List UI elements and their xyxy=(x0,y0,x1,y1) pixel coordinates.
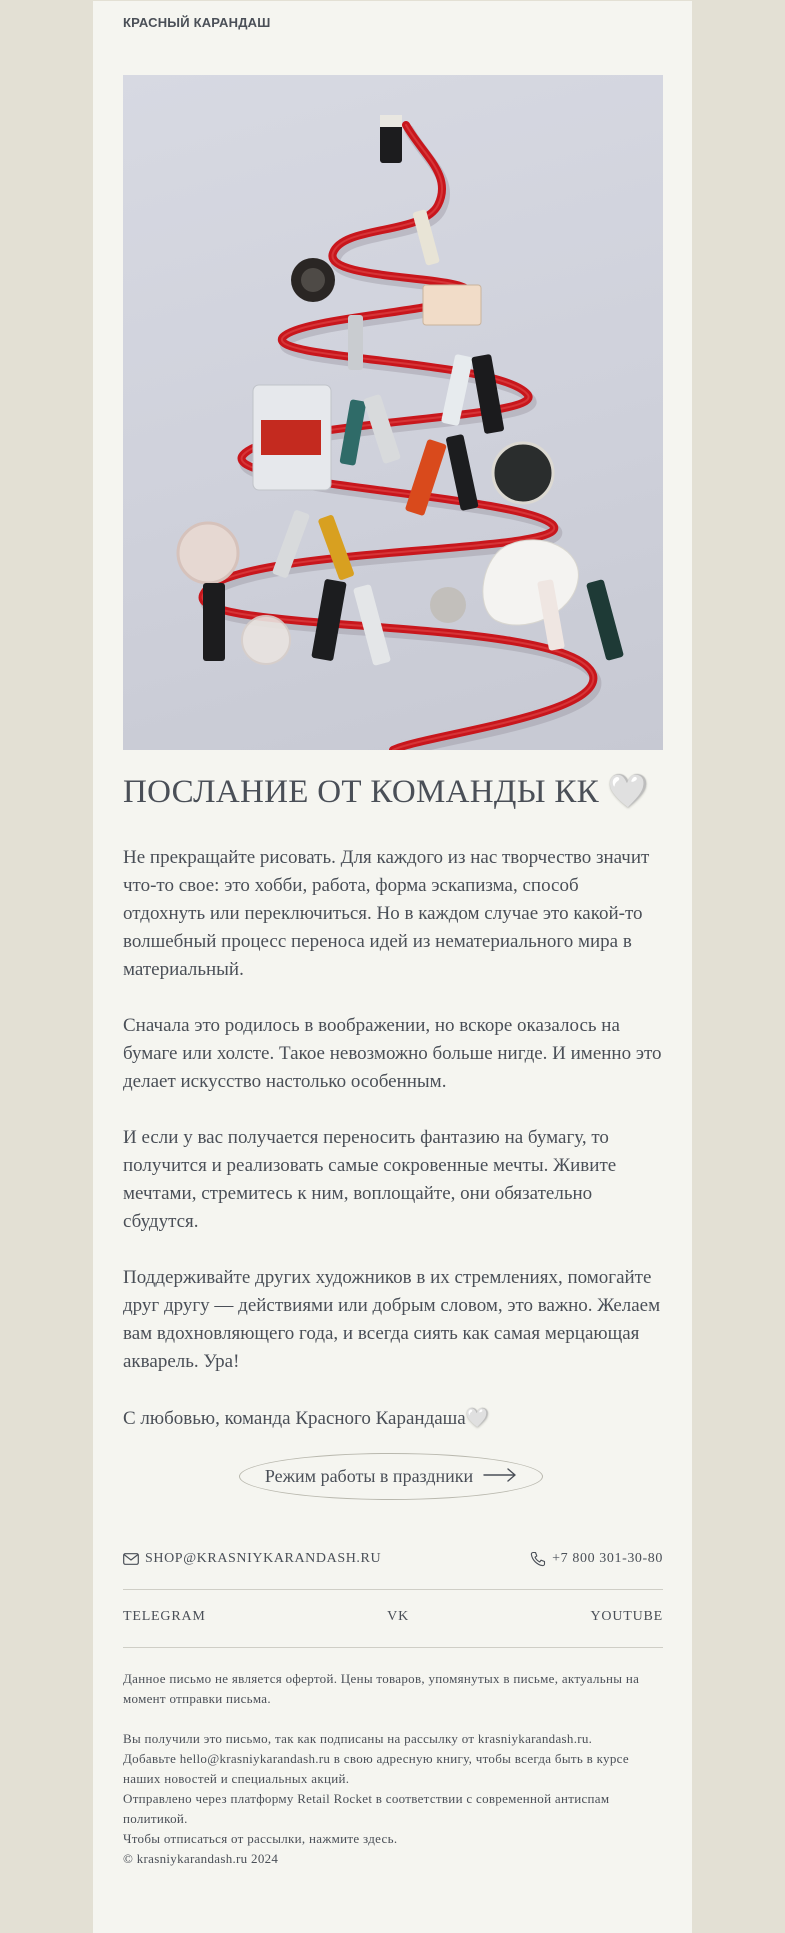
message-paragraph-4: Поддерживайте других художников в их стремлениях, помогайте друг другу — действиями или добрым словом, это важно. Желаем вам вдохновляющего года, и всегда сиять как самая мерцающая акварель. Ура! xyxy=(123,1267,661,1372)
copyright: © krasniykarandash.ru 2024 xyxy=(123,1851,279,1866)
phone-icon xyxy=(530,1551,546,1567)
email-link[interactable] xyxy=(123,1551,381,1567)
sent-via-note: Отправлено через платформу Retail Rocket в соответствии с современной антиспам политикой. xyxy=(123,1791,610,1826)
subscription-reason: Вы получили это письмо, так как подписаны на рассылку от krasniykarandash.ru. xyxy=(123,1731,593,1746)
telegram-link[interactable]: TELEGRAM xyxy=(123,1609,206,1624)
signature-text: С любовью, команда Красного Карандаша xyxy=(123,1408,466,1429)
divider xyxy=(123,1589,663,1590)
brand-logo[interactable]: КРАСНЫЙ КАРАНДАШ xyxy=(123,15,271,30)
christmas-tree-photo xyxy=(123,75,663,750)
message-signature xyxy=(123,1404,663,1433)
divider xyxy=(123,1647,663,1648)
subscription-info xyxy=(123,1729,663,1829)
address-book-hint: Добавьте hello@krasniykarandash.ru в свою адресную книгу, чтобы всегда быть в курсе наших новостей и специальных акций. xyxy=(123,1751,629,1786)
legal-disclaimer: Данное письмо не является офертой. Цены товаров, упомянутых в письме, актуальны на момент отправки письма. xyxy=(123,1671,640,1706)
footer-meta xyxy=(123,1829,663,1869)
message-title xyxy=(123,769,663,814)
contacts-row xyxy=(123,1547,663,1571)
holiday-hours-label: Режим работы в праздники xyxy=(264,1466,474,1486)
hero-image[interactable] xyxy=(123,75,663,750)
mail-icon xyxy=(123,1553,139,1565)
message-paragraph-3: И если у вас получается переносить фантазию на бумагу, то получится и реализовать самые сокровенные мечты. Живите мечтами, стремитесь к ним, воплощайте, они обязательно сбудутся. xyxy=(123,1127,617,1232)
phone-link[interactable] xyxy=(530,1551,663,1567)
youtube-link[interactable]: YOUTUBE xyxy=(590,1609,663,1624)
phone-text: +7 800 301-30-80 xyxy=(552,1551,663,1566)
vk-link[interactable]: VK xyxy=(387,1609,409,1624)
email-card xyxy=(93,1,692,1933)
email-text: SHOP@KRASNIYKARANDASH.RU xyxy=(145,1551,382,1566)
arrow-right-icon xyxy=(483,1466,517,1487)
unsubscribe-link[interactable]: Чтобы отписаться от рассылки, нажмите здесь. xyxy=(123,1831,398,1846)
white-heart-icon: 🤍 xyxy=(607,771,649,810)
white-heart-icon: 🤍 xyxy=(465,1407,490,1429)
social-links xyxy=(123,1607,663,1627)
message-paragraph-2: Сначала это родилось в воображении, но вскоре оказалось на бумаге или холсте. Такое невозможно больше нигде. И именно это делает искусство настолько особенным. xyxy=(123,1015,662,1092)
holiday-hours-button[interactable] xyxy=(239,1453,543,1500)
message-title-text: ПОСЛАНИЕ ОТ КОМАНДЫ КК xyxy=(123,774,599,810)
message-paragraph-1: Не прекращайте рисовать. Для каждого из нас творчество значит что-то свое: это хобби, работа, форма эскапизма, способ отдохнуть или переключиться. Но в каждом случае это какой-то волшебный процесс переноса идей из нематериального мира в материальный. xyxy=(123,847,650,980)
